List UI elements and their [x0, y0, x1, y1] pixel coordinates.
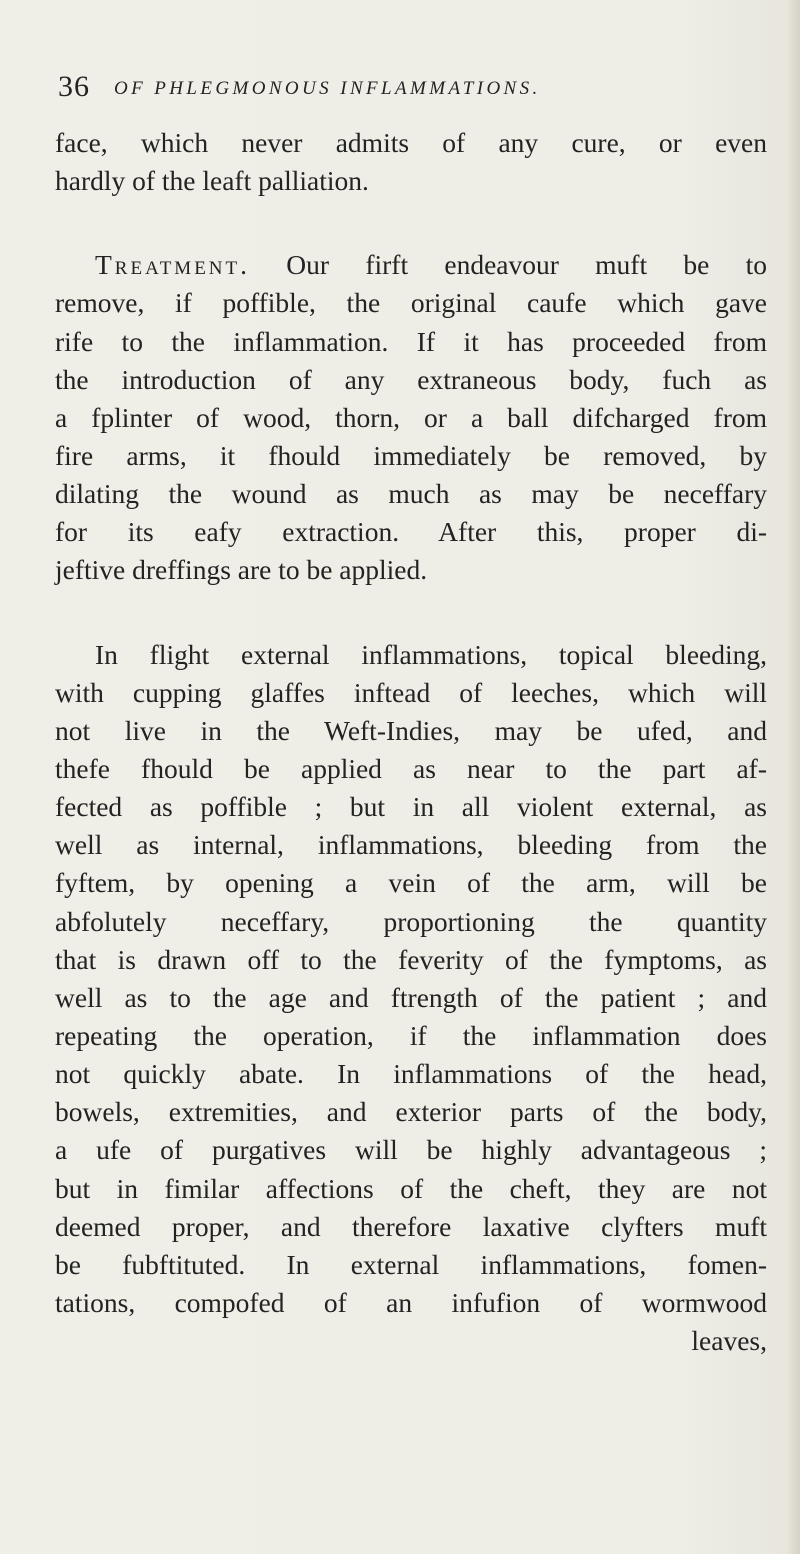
text-line: dilating the wound as much as may be neceffary: [55, 478, 767, 510]
text-line: the introduction of any extraneous body, fuch as: [55, 363, 767, 395]
text-line: abfolutely neceffary, proportioning the quantity: [55, 905, 767, 937]
text-line: fected as poffible ; but in all violent external, as: [55, 791, 767, 823]
text-line: rife to the inflammation. If it has proceeded from: [55, 325, 767, 357]
text-line: but in fimilar affections of the cheft, they are not: [55, 1172, 767, 1204]
text-line: [55, 246, 767, 284]
catchword: leaves,: [691, 1325, 767, 1357]
text-line: In flight external inflammations, topical bleeding,: [95, 638, 767, 670]
text-line: hardly of the leaft palliation.: [55, 165, 369, 197]
body-text: [55, 124, 767, 1360]
text-line: a ufe of purgatives will be highly advantageous ;: [55, 1134, 767, 1166]
paragraph-treatment: [55, 246, 767, 589]
paragraph-gap: [55, 590, 767, 636]
text-run: Our firft endeavour muft be to: [286, 249, 767, 281]
section-heading-treatment: Treatment.: [95, 249, 251, 281]
paragraph-gap: [55, 200, 767, 246]
text-line: thefe fhould be applied as near to the part af-: [55, 752, 767, 784]
text-line: deemed proper, and therefore laxative clyfters muft: [55, 1210, 767, 1242]
text-line: fire arms, it fhould immediately be removed, by: [55, 439, 767, 471]
page-header: [58, 70, 778, 110]
text-line: face, which never admits of any cure, or even: [55, 127, 767, 158]
text-line: jeftive dreffings are to be applied.: [55, 554, 428, 586]
text-line: well as to the age and ftrength of the patient ; and: [55, 981, 767, 1013]
text-line: be fubftituted. In external inflammations, fomen-: [55, 1248, 767, 1280]
text-line: well as internal, inflammations, bleeding from the: [55, 829, 767, 861]
text-line: that is drawn off to the feverity of the fymptoms, as: [55, 943, 767, 975]
paragraph-bleeding: [55, 636, 767, 1361]
text-line: with cupping glaffes inftead of leeches, which will: [55, 676, 767, 708]
text-line: fyftem, by opening a vein of the arm, will be: [55, 867, 767, 899]
running-head: OF PHLEGMONOUS INFLAMMATIONS.: [114, 78, 541, 99]
text-line: remove, if poffible, the original caufe which gave: [55, 287, 767, 319]
paragraph-continuation: [55, 124, 767, 200]
text-line: not quickly abate. In inflammations of the head,: [55, 1058, 767, 1090]
page-edge-shadow: [786, 0, 800, 1554]
page-number: 36: [58, 70, 90, 103]
text-line: a fplinter of wood, thorn, or a ball difcharged from: [55, 401, 767, 433]
text-line: bowels, extremities, and exterior parts of the body,: [55, 1096, 767, 1128]
text-line: tations, compofed of an infufion of wormwood: [55, 1286, 767, 1318]
text-line: repeating the operation, if the inflammation does: [55, 1019, 767, 1051]
text-line: not live in the Weft-Indies, may be ufed, and: [55, 714, 767, 746]
text-line: for its eafy extraction. After this, proper di-: [55, 516, 767, 548]
